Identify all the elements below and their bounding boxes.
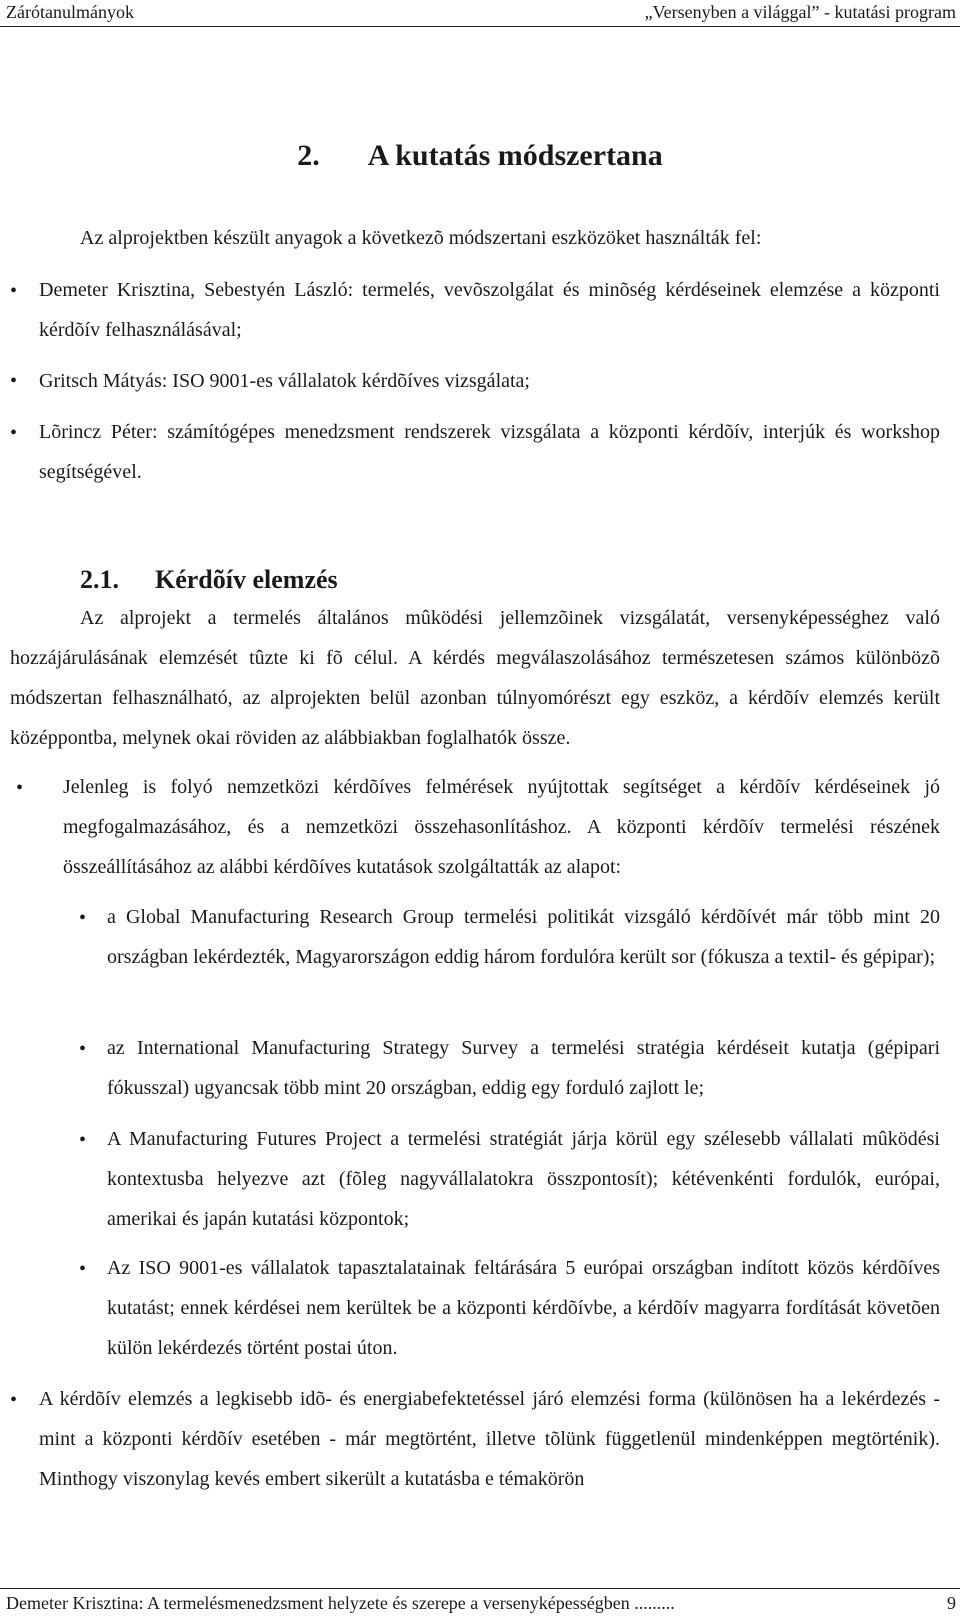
bullet-icon: • <box>79 1258 87 1280</box>
section-heading <box>0 136 960 176</box>
page-number: 9 <box>947 1593 956 1613</box>
sub-list-item: A Manufacturing Futures Project a termelési stratégiát járja körül egy szélesebb vállalati mûködési kontextusba helyezve azt (fõleg nagyvállalatokra összpontosít); kétévenkénti fordulók, európai, amerikai és japán kutatási központok; <box>107 1128 940 1230</box>
subsection-heading <box>80 562 338 598</box>
bullet-icon: • <box>79 1129 87 1151</box>
bullet-icon: • <box>79 1038 87 1060</box>
section-number: 2. <box>297 139 320 172</box>
body-paragraph: Az alprojekt a termelés általános mûködési jellemzõinek vizsgálatát, versenyképességhez való hozzájárulásának elemzését tûzte ki fõ célul. A kérdés megválaszolásához természetesen számos különbözõ módszertan felhasználható, az alprojekten belül azonban túlnyomórészt egy eszköz, a kérdõív elemzés került középpontba, melynek okai röviden az alábbiakban foglalhatók össze. <box>10 607 940 749</box>
bullet-icon: • <box>79 907 87 929</box>
subsection-number: 2.1. <box>80 565 119 594</box>
page-footer <box>0 1588 960 1618</box>
intro-paragraph: Az alprojektben készült anyagok a következõ módszertani eszközöket használták fel: <box>80 227 762 249</box>
subsection-title: Kérdõív elemzés <box>155 565 338 594</box>
page-header <box>0 0 960 27</box>
bullet-icon: • <box>10 1389 18 1411</box>
bullet-icon: • <box>10 280 18 302</box>
bullet-icon: • <box>16 777 24 799</box>
list-item: Jelenleg is folyó nemzetközi kérdõíves felmérések nyújtottak segítséget a kérdõív kérdéseinek jó megfogalmazásához, és a nemzetközi összehasonlításhoz. A központi kérdõív termelési részének összeállításához az alábbi kérdõíves kutatások szolgáltatták az alapot: <box>63 776 940 878</box>
bullet-icon: • <box>10 370 18 392</box>
sub-list-item: az International Manufacturing Strategy Survey a termelési stratégia kérdéseit kutatja (gépipari fókusszal) ugyancsak több mint 20 országban, eddig egy forduló zajlott le; <box>107 1037 940 1099</box>
bullet-icon: • <box>10 422 18 444</box>
footer-text: Demeter Krisztina: A termelésmenedzsment helyzete és szerepe a versenyképességben ......... <box>6 1593 675 1613</box>
sub-list-item: a Global Manufacturing Research Group termelési politikát vizsgáló kérdõívét már több mint 20 országban lekérdezték, Magyarországon eddig három fordulóra került sor (fókusza a textil- és gépipar); <box>107 906 940 968</box>
list-item: A kérdõív elemzés a legkisebb idõ- és energiabefektetéssel járó elemzési forma (különösen ha a lekérdezés - mint a központi kérdõív esetében - már megtörtént, illetve tõlünk függetlenül mindenképpen megtörténik). Minthogy viszonylag kevés embert sikerült a kutatásba e témakörön <box>39 1388 940 1490</box>
section-title: A kutatás módszertana <box>367 139 663 172</box>
header-right: „Versenyben a világgal” - kutatási program <box>644 2 956 22</box>
list-item: Gritsch Mátyás: ISO 9001-es vállalatok kérdõíves vizsgálata; <box>39 370 530 392</box>
sub-list-item: Az ISO 9001-es vállalatok tapasztalatainak feltárására 5 európai országban indított közös kérdõíves kutatást; ennek kérdései nem kerültek be a központi kérdõívbe, a kérdõív magyarra fordítását követõen külön lekérdezés történt postai úton. <box>107 1257 940 1359</box>
header-left: Zárótanulmányok <box>6 2 134 22</box>
list-item: Demeter Krisztina, Sebestyén László: termelés, vevõszolgálat és minõség kérdéseinek elemzése a központi kérdõív felhasználásával; <box>39 279 940 341</box>
list-item: Lõrincz Péter: számítógépes menedzsment rendszerek vizsgálata a központi kérdõív, interjúk és workshop segítségével. <box>39 421 940 483</box>
